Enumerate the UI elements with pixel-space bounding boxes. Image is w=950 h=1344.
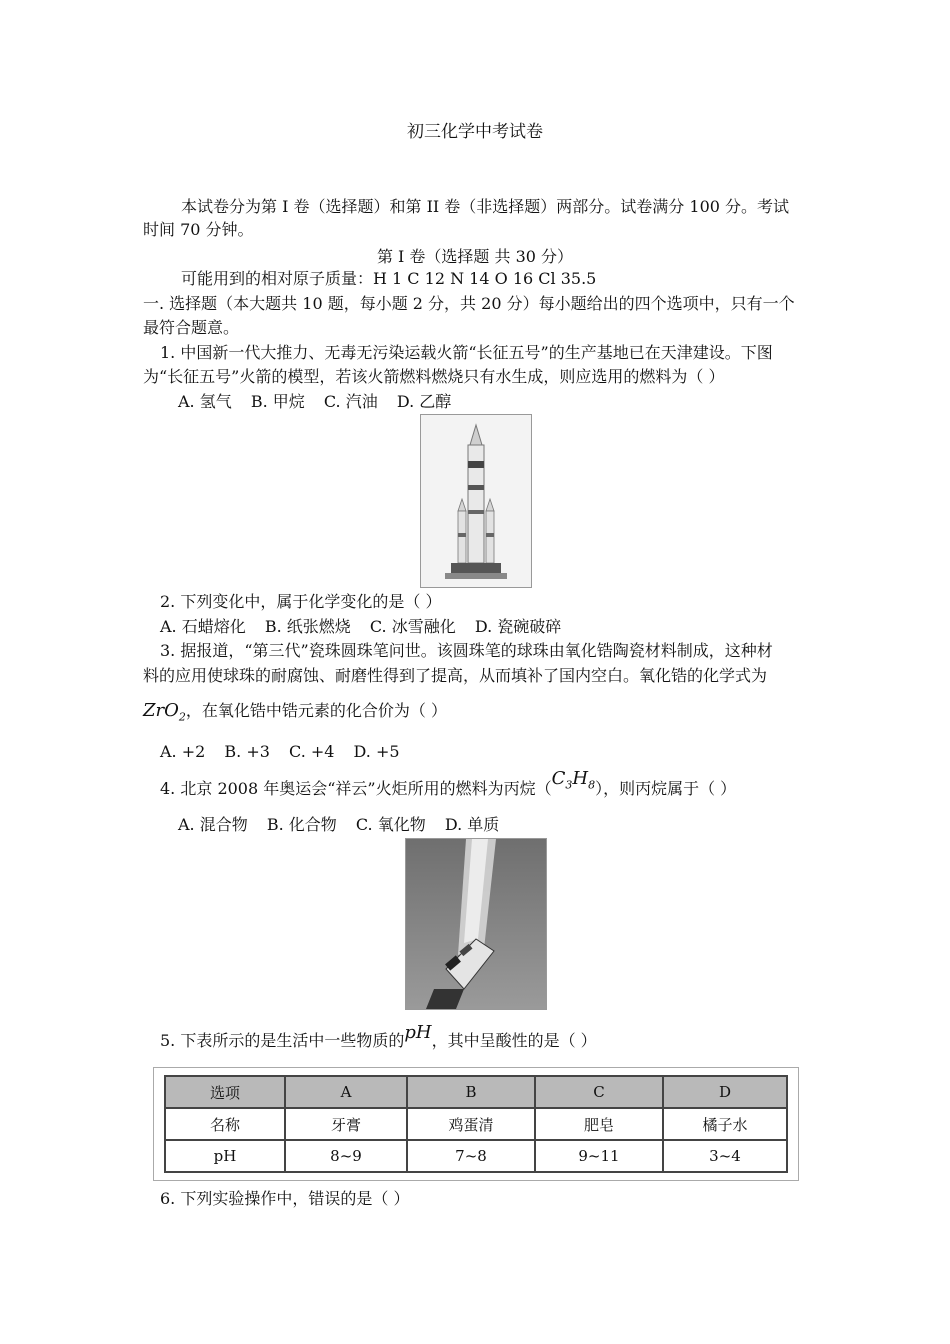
q6-text: 6. 下列实验操作中，错误的是（ ） xyxy=(160,1189,410,1208)
exam-title: 初三化学中考试卷 xyxy=(407,122,543,142)
table-cell: C xyxy=(535,1076,663,1108)
c3h8-formula: $C_3H_8$ xyxy=(551,768,596,792)
ph-symbol: pH xyxy=(404,1022,432,1043)
table-cell: 3~4 xyxy=(663,1140,787,1172)
table-cell: 橘子水 xyxy=(663,1108,787,1140)
section1-line-2: 最符合题意。 xyxy=(143,318,240,337)
q1-line-2: 为“长征五号”火箭的模型，若该火箭燃料燃烧只有水生成，则应选用的燃料为（ ） xyxy=(143,367,725,386)
rocket-model-image xyxy=(420,414,532,588)
table-cell: 8~9 xyxy=(285,1140,407,1172)
intro-line-1: 本试卷分为第 I 卷（选择题）和第 II 卷（非选择题）两部分。试卷满分 100 分。考试 xyxy=(181,197,790,216)
table-row xyxy=(165,1108,787,1140)
q3-options xyxy=(160,741,414,763)
table-cell: 牙膏 xyxy=(285,1108,407,1140)
q1-line-1: 1. 中国新一代大推力、无毒无污染运载火箭“长征五号”的生产基地已在天津建设。下图 xyxy=(160,343,773,362)
q2-option-a: A. 石蜡熔化 xyxy=(160,617,246,636)
table-cell: 鸡蛋清 xyxy=(407,1108,535,1140)
ph-table xyxy=(164,1075,788,1173)
q2-options xyxy=(160,616,575,638)
intro-line-2: 时间 70 分钟。 xyxy=(143,220,254,239)
table-header-row xyxy=(165,1076,787,1108)
table-cell: 名称 xyxy=(165,1108,285,1140)
q1-option-c: C. 汽油 xyxy=(323,392,378,411)
q2-text: 2. 下列变化中，属于化学变化的是（ ） xyxy=(160,592,442,611)
table-cell: B xyxy=(407,1076,535,1108)
table-row xyxy=(165,1140,787,1172)
table-cell: 选项 xyxy=(165,1076,285,1108)
q3-option-b: B. +3 xyxy=(224,742,270,761)
q5-text: 5. 下表所示的是生活中一些物质的pH，其中呈酸性的是（ ） xyxy=(160,1022,597,1050)
zro2-formula: ZrO$_2$ xyxy=(143,700,186,724)
q1-option-b: B. 甲烷 xyxy=(250,392,305,411)
ph-table-image xyxy=(153,1067,799,1181)
q3-line-2: 料的应用使球珠的耐腐蚀、耐磨性得到了提高，从而填补了国内空白。氧化锆的化学式为 xyxy=(143,666,768,685)
q4-option-c: C. 氧化物 xyxy=(355,815,426,834)
q3-option-c: C. +4 xyxy=(289,742,335,761)
table-cell: 9~11 xyxy=(535,1140,663,1172)
q2-option-c: C. 冰雪融化 xyxy=(369,617,456,636)
section1-line-1: 一. 选择题（本大题共 10 题，每小题 2 分，共 20 分）每小题给出的四个选项中，只有一个 xyxy=(143,294,795,313)
q3-option-a: A. +2 xyxy=(160,742,206,761)
q4-text: 4. 北京 2008 年奥运会“祥云”火炬所用的燃料为丙烷$(C_3H_8)$，则丙烷属于（ ） xyxy=(160,768,737,798)
q3-line-1: 3. 据报道，“第三代”瓷珠圆珠笔问世。该圆珠笔的球珠由氧化锆陶瓷材料制成，这种材 xyxy=(160,641,773,660)
q1-option-a: A. 氢气 xyxy=(178,392,232,411)
q1-option-d: D. 乙醇 xyxy=(396,392,452,411)
table-cell: 7~8 xyxy=(407,1140,535,1172)
table-cell: pH xyxy=(165,1140,285,1172)
q4-option-d: D. 单质 xyxy=(444,815,500,834)
q2-option-d: D. 瓷碗破碎 xyxy=(474,617,562,636)
q4-options xyxy=(178,814,513,836)
table-cell: 肥皂 xyxy=(535,1108,663,1140)
q4-option-b: B. 化合物 xyxy=(266,815,337,834)
q3-line-3: ZrO$_2$，在氧化锆中锆元素的化合价为（ ） xyxy=(143,700,447,724)
q1-options xyxy=(178,391,465,413)
atomic-masses: 可能用到的相对原子质量：H 1 C 12 N 14 O 16 Cl 35.5 xyxy=(181,269,597,288)
table-cell: A xyxy=(285,1076,407,1108)
torch-image xyxy=(405,838,547,1010)
q2-option-b: B. 纸张燃烧 xyxy=(264,617,351,636)
table-cell: D xyxy=(663,1076,787,1108)
part1-heading: 第 I 卷（选择题 共 30 分） xyxy=(376,247,574,266)
q3-option-d: D. +5 xyxy=(353,742,400,761)
q4-option-a: A. 混合物 xyxy=(178,815,248,834)
